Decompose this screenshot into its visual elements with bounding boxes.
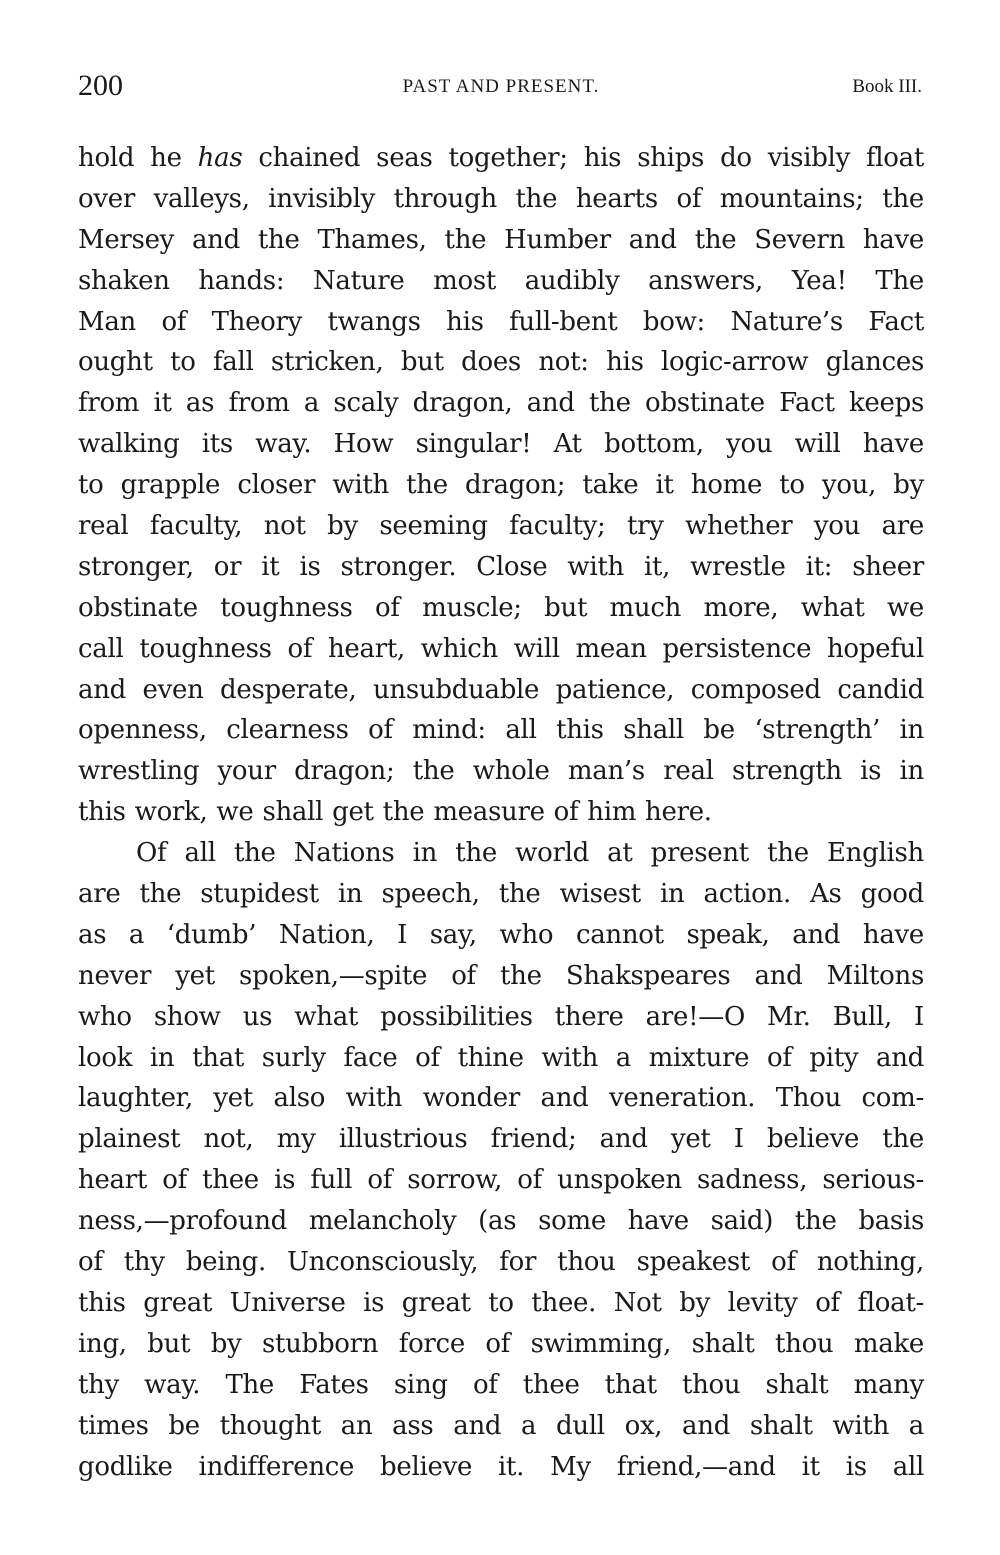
text-line: call toughness of heart, which will mean persistence hopeful: [78, 633, 924, 664]
text-line: this work, we shall get the measure of him here.: [78, 797, 712, 828]
text-fragment: chained seas together; his ships do visibly float: [242, 143, 924, 173]
text-line: Man of Theory twangs his full-bent bow: Nature’s Fact: [78, 306, 924, 337]
running-title: PAST AND PRESENT.: [402, 76, 600, 97]
text-line: godlike indifference believe it. My friend,—and it is all: [78, 1451, 924, 1482]
text-line: [78, 138, 924, 179]
book-page: [78, 66, 924, 1487]
text-line: heart of thee is full of sorrow, of unspoken sadness, serious-: [78, 1165, 924, 1196]
page-number: 200: [78, 69, 123, 102]
text-fragment: hold he: [78, 143, 198, 173]
text-line: as a ‘dumb’ Nation, I say, who cannot speak, and have: [78, 919, 924, 950]
paragraph-1: [78, 138, 924, 833]
text-line: over valleys, invisibly through the hearts of mountains; the: [78, 183, 924, 214]
text-line: thy way. The Fates sing of thee that thou shalt many: [78, 1369, 924, 1400]
text-line: to grapple closer with the dragon; take it home to you, by: [78, 470, 924, 501]
text-line: walking its way. How singular! At bottom, you will have: [78, 429, 924, 460]
text-line: Mersey and the Thames, the Humber and the Severn have: [78, 224, 924, 255]
text-line: ought to fall stricken, but does not: his logic-arrow glances: [78, 347, 924, 378]
text-line: stronger, or it is stronger. Close with it, wrestle it: sheer: [78, 551, 924, 582]
running-head: [78, 66, 924, 110]
text-line: and even desperate, unsubduable patience, composed candid: [78, 674, 924, 705]
text-line: wrestling your dragon; the whole man’s real strength is in: [78, 756, 924, 787]
emphasis-text: has: [197, 143, 243, 173]
text-line: who show us what possibilities there are!—O Mr. Bull, I: [78, 1001, 924, 1032]
text-line: times be thought an ass and a dull ox, and shalt with a: [78, 1410, 924, 1441]
text-line: real faculty, not by seeming faculty; try whether you are: [78, 511, 924, 542]
text-line: shaken hands: Nature most audibly answers, Yea! The: [78, 265, 924, 296]
text-line: openness, clearness of mind: all this shall be ‘strength’ in: [78, 715, 924, 746]
text-line: Of all the Nations in the world at present the English: [136, 838, 924, 869]
paragraph-2: [78, 833, 924, 1487]
text-line: of thy being. Unconsciously, for thou speakest of nothing,: [78, 1247, 924, 1278]
text-line: from it as from a scaly dragon, and the obstinate Fact keeps: [78, 388, 924, 419]
text-line: this great Universe is great to thee. Not by levity of float-: [78, 1287, 924, 1318]
text-line: are the stupidest in speech, the wisest in action. As good: [78, 879, 924, 910]
text-line: plainest not, my illustrious friend; and yet I believe the: [78, 1124, 924, 1155]
book-reference: Book III.: [852, 76, 922, 97]
text-line: ness,—profound melancholy (as some have said) the basis: [78, 1206, 924, 1237]
text-line: ing, but by stubborn force of swimming, shalt thou make: [78, 1328, 924, 1359]
text-line: laughter, yet also with wonder and veneration. Thou com-: [78, 1083, 924, 1114]
text-line: never yet spoken,—spite of the Shakspeares and Miltons: [78, 960, 924, 991]
body-text: [78, 138, 924, 1487]
text-line: obstinate toughness of muscle; but much more, what we: [78, 592, 924, 623]
text-line: look in that surly face of thine with a mixture of pity and: [78, 1042, 924, 1073]
